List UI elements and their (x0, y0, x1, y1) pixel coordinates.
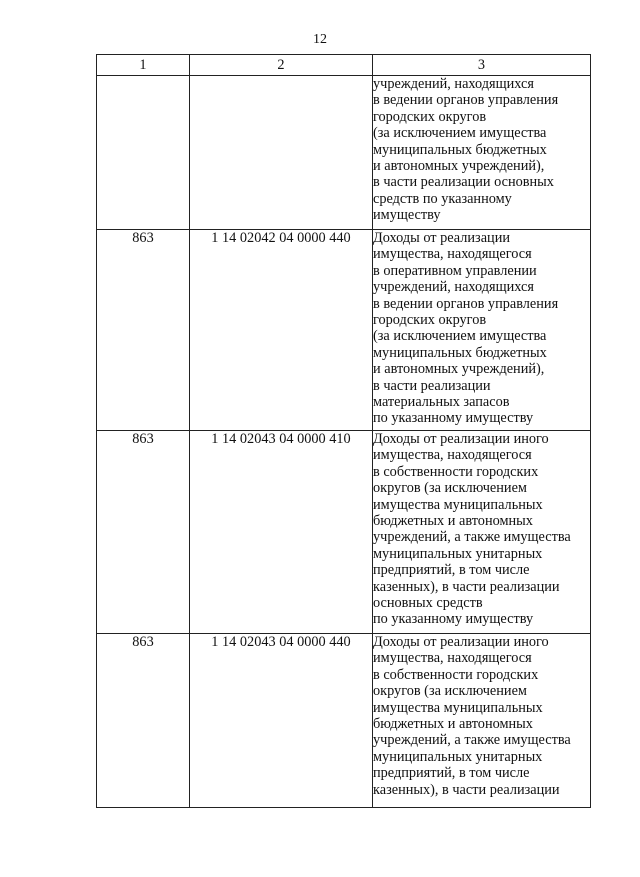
text-line: по указанному имуществу (373, 410, 534, 427)
text-line: имущества, находящегося (373, 650, 532, 667)
text-line: округов (за исключением (373, 480, 527, 497)
text-line: предприятий, в том числе (373, 562, 530, 579)
income-name-cell (373, 76, 591, 230)
text-line: имуществу (373, 207, 441, 224)
text-line: в части реализации (373, 377, 491, 394)
text-line: средств по указанному (373, 190, 512, 207)
text-line: (за исключением имущества (373, 125, 547, 142)
income-name-cell (373, 230, 591, 431)
text-line: в собственности городских (373, 666, 539, 683)
text-line: бюджетных и автономных (373, 513, 533, 530)
text-line: казенных), в части реализации (373, 781, 560, 798)
column-header-1: 1 (97, 55, 190, 76)
text-line: имущества, находящегося (373, 447, 532, 464)
text-line: основных средств (373, 595, 483, 612)
text-line: предприятий, в том числе (373, 765, 530, 782)
table-header-row (97, 55, 591, 76)
text-line: в оперативном управлении (373, 262, 537, 279)
table-row (97, 634, 591, 808)
text-line: городских округов (373, 312, 487, 329)
budget-code-cell: 1 14 02042 04 0000 440 (190, 230, 373, 431)
text-line: городских округов (373, 108, 487, 125)
table-row (97, 431, 591, 634)
text-line: в ведении органов управления (373, 92, 559, 109)
text-line: бюджетных и автономных (373, 716, 533, 733)
text-line: по указанному имуществу (373, 611, 534, 628)
admin-code-cell (97, 76, 190, 230)
text-line: материальных запасов (373, 394, 510, 411)
text-line: муниципальных бюджетных (373, 141, 547, 158)
budget-code-cell: 1 14 02043 04 0000 440 (190, 634, 373, 808)
income-name-cell (373, 634, 591, 808)
text-line: и автономных учреждений), (373, 158, 545, 175)
text-line: учреждений, находящихся (373, 279, 534, 296)
text-line: Доходы от реализации иного (373, 431, 549, 447)
text-line: Доходы от реализации (373, 230, 510, 246)
text-line: муниципальных унитарных (373, 545, 543, 562)
budget-codes-table (96, 54, 591, 808)
text-line: имущества муниципальных (373, 699, 543, 716)
admin-code-cell: 863 (97, 230, 190, 431)
text-line: муниципальных бюджетных (373, 344, 547, 361)
table-row (97, 76, 591, 230)
text-line: (за исключением имущества (373, 328, 547, 345)
text-line: округов (за исключением (373, 683, 527, 700)
text-line: казенных), в части реализации (373, 578, 560, 595)
admin-code-cell: 863 (97, 431, 190, 634)
column-header-3: 3 (373, 55, 591, 76)
budget-code-cell (190, 76, 373, 230)
page-number: 12 (313, 32, 327, 47)
text-line: учреждений, а также имущества (373, 529, 571, 546)
text-line: в ведении органов управления (373, 295, 559, 312)
text-line: учреждений, находящихся (373, 76, 534, 92)
budget-code-cell: 1 14 02043 04 0000 410 (190, 431, 373, 634)
text-line: в собственности городских (373, 463, 539, 480)
table-row (97, 230, 591, 431)
admin-code-cell: 863 (97, 634, 190, 808)
text-line: имущества, находящегося (373, 246, 532, 263)
text-line: в части реализации основных (373, 174, 554, 191)
text-line: и автономных учреждений), (373, 361, 545, 378)
text-line: имущества муниципальных (373, 496, 543, 513)
text-line: Доходы от реализации иного (373, 634, 549, 650)
income-name-cell (373, 431, 591, 634)
text-line: учреждений, а также имущества (373, 732, 571, 749)
text-line: муниципальных унитарных (373, 748, 543, 765)
column-header-2: 2 (190, 55, 373, 76)
